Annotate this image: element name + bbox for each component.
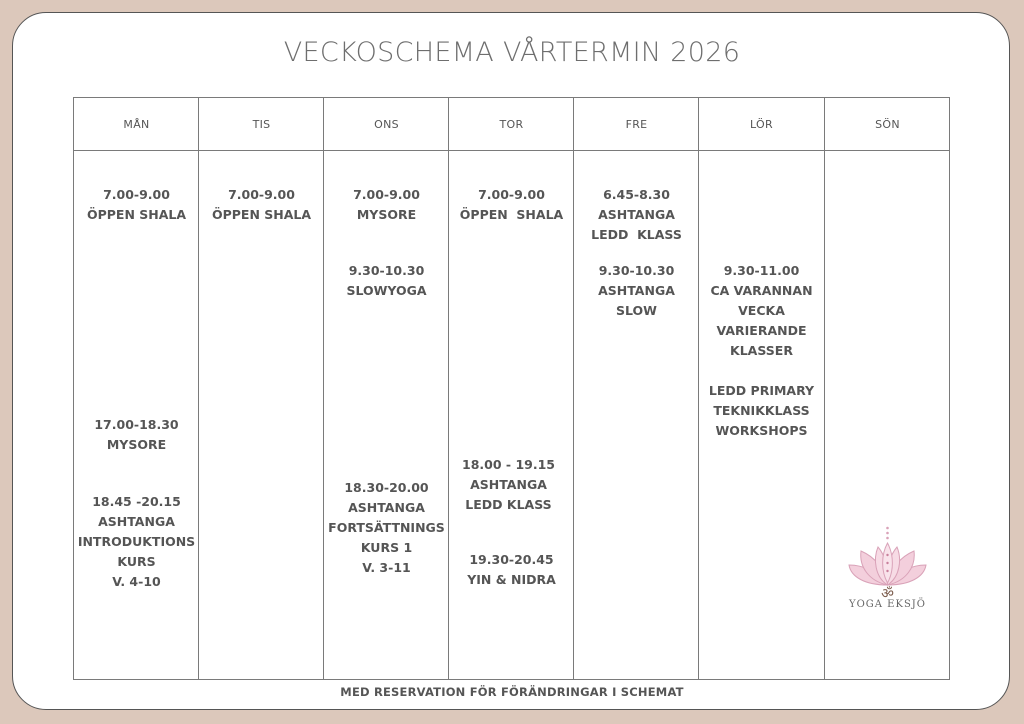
class-entry [199, 185, 324, 225]
class-time: 18.45 -20.15 [92, 494, 181, 509]
class-time: 9.30-11.00 [723, 263, 800, 278]
class-name: YIN & NIDRA [467, 572, 556, 587]
class-name: KURS 1 [360, 540, 413, 555]
class-entry [324, 185, 449, 225]
class-time: 7.00-9.00 [478, 187, 545, 202]
day-header-mon: MÅN [123, 118, 150, 131]
svg-text:ॐ: ॐ [881, 586, 894, 602]
class-time: 19.30-20.45 [469, 552, 554, 567]
header-divider [73, 150, 950, 151]
day-header-thu: TOR [499, 118, 524, 131]
column-divider [824, 97, 825, 680]
class-entry [574, 185, 699, 245]
class-entry [446, 455, 571, 515]
class-name: CA VARANNAN [710, 283, 813, 298]
class-name: KLASSER [730, 343, 793, 358]
class-name: LEDD PRIMARY [708, 383, 815, 398]
class-name: SLOW [616, 303, 657, 318]
class-name: MYSORE [356, 207, 417, 222]
class-name: KURS [117, 554, 156, 569]
class-entry [324, 261, 449, 301]
class-name: VARIERANDE [716, 323, 807, 338]
class-name: INTRODUKTIONS [77, 534, 196, 549]
class-weeks: V. 3-11 [362, 560, 411, 575]
class-entry [74, 415, 199, 455]
logo-text: YOGA EKSJÖ [848, 599, 927, 610]
footer-note: MED RESERVATION FÖR FÖRÄNDRINGAR I SCHEMAT [340, 685, 684, 699]
class-name: LEDD KLASS [591, 227, 682, 242]
page-title: VECKOSCHEMA VÅRTERMIN 2026 [283, 37, 741, 68]
class-entry [324, 478, 449, 578]
class-time: 7.00-9.00 [103, 187, 170, 202]
class-name: MYSORE [106, 437, 167, 452]
class-name: LEDD KLASS [465, 497, 552, 512]
class-name: TEKNIKKLASS [713, 403, 810, 418]
class-entry [74, 492, 199, 592]
class-name: ÖPPEN SHALA [86, 207, 187, 222]
day-header-wed: ONS [374, 118, 399, 131]
class-name: ASHTANGA [98, 514, 175, 529]
class-time: 6.45-8.30 [603, 187, 670, 202]
class-name: ASHTANGA [348, 500, 425, 515]
class-time: 7.00-9.00 [353, 187, 420, 202]
class-name: ASHTANGA [598, 283, 675, 298]
class-entry [449, 185, 574, 225]
class-time: 18.30-20.00 [344, 480, 429, 495]
class-entry [74, 185, 199, 225]
class-time: 17.00-18.30 [94, 417, 179, 432]
class-weeks: V. 4-10 [112, 574, 161, 589]
class-name: SLOWYOGA [346, 283, 427, 298]
class-time: 9.30-10.30 [598, 263, 675, 278]
class-time: 18.00 - 19.15 [462, 457, 555, 472]
day-header-sat: LÖR [750, 118, 773, 131]
class-name: ASHTANGA [470, 477, 547, 492]
class-time: 7.00-9.00 [228, 187, 295, 202]
day-header-sun: SÖN [875, 118, 900, 131]
class-entry [449, 550, 574, 590]
day-header-tue: TIS [252, 118, 271, 131]
day-header-fri: FRE [625, 118, 648, 131]
class-name: WORKSHOPS [715, 423, 808, 438]
class-entry [699, 381, 824, 441]
class-name: VECKA [738, 303, 785, 318]
class-time: 9.30-10.30 [348, 263, 425, 278]
class-name: ÖPPEN SHALA [459, 207, 564, 222]
class-entry [574, 261, 699, 321]
class-entry [699, 261, 824, 361]
class-name: ÖPPEN SHALA [211, 207, 312, 222]
class-name: ASHTANGA [598, 207, 675, 222]
class-name: FORTSÄTTNINGS [328, 520, 445, 535]
